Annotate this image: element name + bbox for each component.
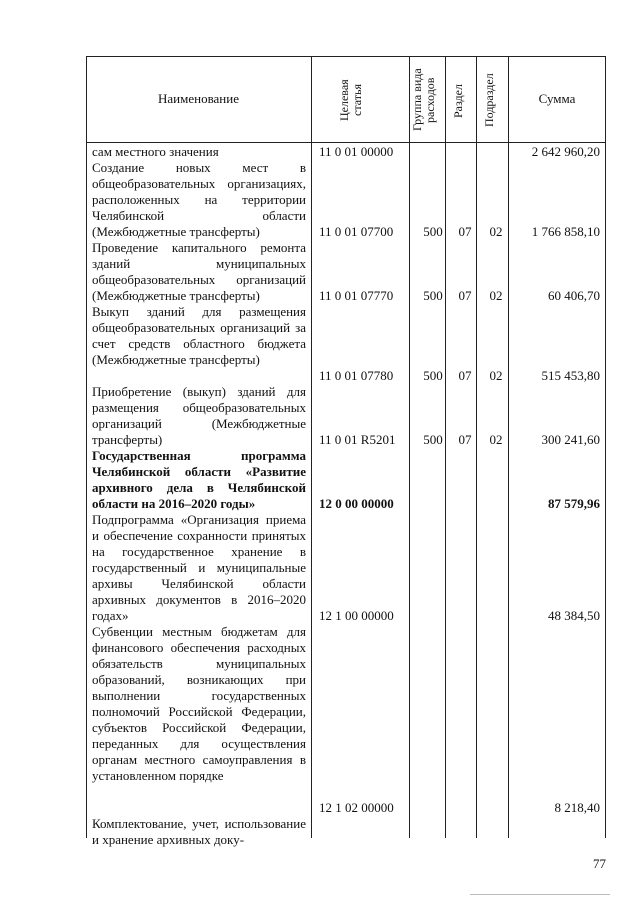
- col-border: [409, 56, 410, 838]
- row-name: Выкуп зданий для размещения общеобразовательных организаций за счет средств областного бюджета (Межбюджетные трансферты): [92, 304, 306, 367]
- row-subsection: 02: [489, 368, 503, 383]
- row-name: сам местного значения: [92, 144, 219, 159]
- row-section: 07: [458, 288, 472, 303]
- row-code: 11 0 01 R5201: [319, 432, 396, 447]
- row-sum: 48 384,50: [548, 608, 600, 623]
- row-subsection: 02: [489, 224, 503, 239]
- row-code: 11 0 01 07780: [319, 368, 394, 383]
- row-section: 07: [458, 432, 472, 447]
- col-border: [605, 56, 606, 838]
- row-section: 07: [458, 368, 472, 383]
- row-sum: 60 406,70: [548, 288, 600, 303]
- row-section: 07: [458, 224, 472, 239]
- budget-table: [86, 56, 606, 847]
- row-sum: 1 766 858,10: [531, 224, 600, 239]
- page-number: 77: [593, 856, 606, 871]
- row-sum: 87 579,96: [548, 496, 600, 511]
- row-name: Комплектование, учет, использование и хранение архивных доку-: [92, 816, 306, 847]
- header-target: Целевая статья: [337, 79, 364, 121]
- row-name: Приобретение (выкуп) зданий для размещения общеобразовательных организаций (Межбюджетные трансферты): [92, 384, 306, 447]
- row-code: 12 0 00 00000: [319, 496, 394, 511]
- row-name: Проведение капитального ремонта зданий муниципальных общеобразовательных организаций (Межбюджетные трансферты): [92, 240, 306, 303]
- row-name: Субвенции местным бюджетам для финансового обеспечения расходных обязательств муниципальных образований, возникающих при выполнении государственных полномочий Российской Федерации, субъектов Российской Федерации, переданных для осуществления органам местного самоуправления в установленном порядке: [92, 624, 306, 783]
- row-code: 11 0 01 07700: [319, 224, 394, 239]
- row-group: 500: [423, 224, 443, 239]
- col-border: [311, 56, 312, 838]
- row-sum: 300 241,60: [541, 432, 600, 447]
- row-group: 500: [423, 288, 443, 303]
- col-border: [86, 56, 87, 838]
- row-code: 12 1 02 00000: [319, 800, 394, 815]
- row-subsection: 02: [489, 288, 503, 303]
- header-section: Раздел: [451, 84, 465, 118]
- row-sum: 515 453,80: [541, 368, 600, 383]
- row-group: 500: [423, 432, 443, 447]
- row-name: Подпрограмма «Организация приема и обеспечение сохранности принятых на государственное хранение в государственный и муниципальные архивы Челябинской области архивных документов в 2016–2020 годах»: [92, 512, 306, 623]
- row-code: 11 0 01 07770: [319, 288, 394, 303]
- header-name: Наименование: [158, 91, 239, 106]
- row-code: 11 0 01 00000: [319, 144, 394, 159]
- row-code: 12 1 00 00000: [319, 608, 394, 623]
- header-sum: Сумма: [538, 91, 576, 106]
- header-subsection: Подраздел: [482, 73, 496, 127]
- row-group: 500: [423, 368, 443, 383]
- row-name: Государственная программа Челябинской области «Развитие архивного дела в Челябинской области на 2016–2020 годы»: [92, 448, 306, 511]
- row-sum: 8 218,40: [554, 800, 600, 815]
- header-bottom-border: [86, 142, 606, 143]
- row-sum: 2 642 960,20: [531, 144, 600, 159]
- row-subsection: 02: [489, 432, 503, 447]
- scan-edge-line: [470, 894, 610, 895]
- row-name: Создание новых мест в общеобразовательных организациях, расположенных на территории Челябинской области (Межбюджетные трансферты): [92, 160, 306, 239]
- header-group: Группа вида расходов: [410, 68, 437, 132]
